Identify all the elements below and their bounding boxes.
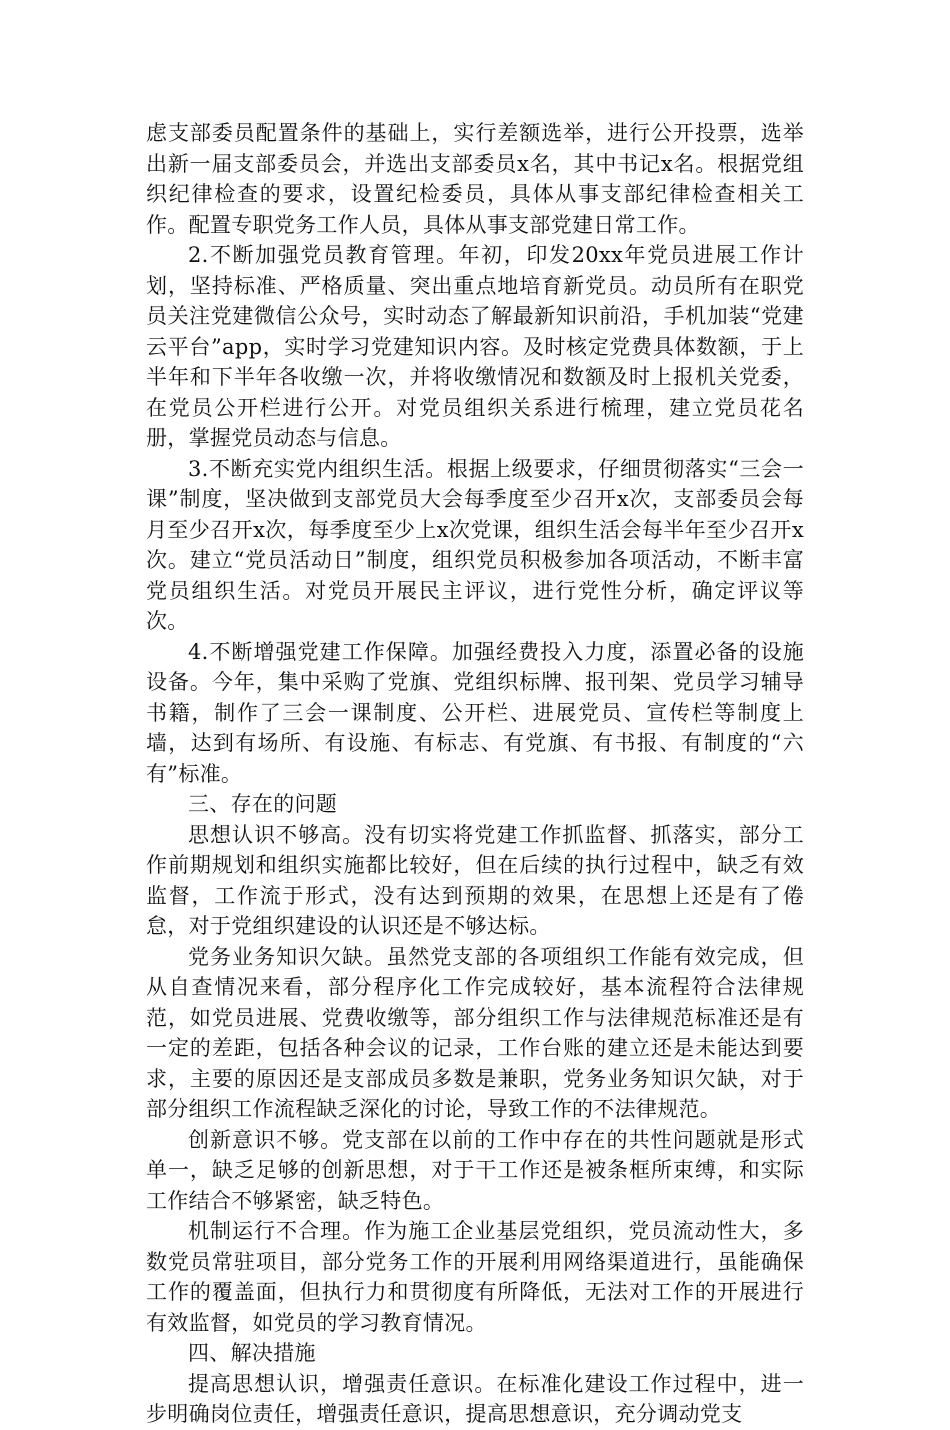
paragraph-improve-awareness: 提高思想认识，增强责任意识。在标准化建设工作过程中，进一步明确岗位责任，增强责任意识，提高思想意识，充分调动党支 <box>146 1371 804 1426</box>
document-page <box>146 118 804 1430</box>
paragraph-work-guarantee: 4.不断增强党建工作保障。加强经费投入力度，添置必备的设施设备。今年，集中采购了党旗、党组织标牌、报刊架、党员学习辅导书籍，制作了三会一课制度、公开栏、进展党员、宣传栏等制度上墙，达到有场所、有设施、有标志、有党旗、有书报、有制度的“六有”标准。 <box>146 639 804 786</box>
section-heading-problems: 三、存在的问题 <box>188 792 338 816</box>
paragraph-organization-life: 3.不断充实党内组织生活。根据上级要求，仔细贯彻落实“三会一课”制度，坚决做到支部党员大会每季度至少召开x次，支部委员会每月至少召开x次，每季度至少上x次党课，组织生活会每半年至少召开x次。建立“党员活动日”制度，组织党员积极参加各项活动，不断丰富党员组织生活。对党员开展民主评议，进行党性分析，确定评议等次。 <box>146 456 804 633</box>
paragraph-member-education: 2.不断加强党员教育管理。年初，印发20xx年党员进展工作计划，坚持标准、严格质量、突出重点地培育新党员。动员所有在职党员关注党建微信公众号，实时动态了解最新知识前沿，手机加装“党建云平台”app，实时学习党建知识内容。及时核定党费具体数额，于上半年和下半年各收缴一次，并将收缴情况和数额及时上报机关党委，在党员公开栏进行公开。对党员组织关系进行梳理，建立党员花名册，掌握党员动态与信息。 <box>146 243 804 450</box>
paragraph-mechanism-operation: 机制运行不合理。作为施工企业基层党组织，党员流动性大，多数党员常驻项目，部分党务工作的开展利用网络渠道进行，虽能确保工作的覆盖面，但执行力和贯彻度有所降低，无法对工作的开展进行有效监督，如党员的学习教育情况。 <box>146 1219 804 1335</box>
paragraph-branch-committee-election: 虑支部委员配置条件的基础上，实行差额选举，进行公开投票，选举出新一届支部委员会，并选出支部委员x名，其中书记x名。根据党组织纪律检查的要求，设置纪检委员，具体从事支部纪律检查相关工作。配置专职党务工作人员，具体从事支部党建日常工作。 <box>146 121 804 237</box>
paragraph-business-knowledge: 党务业务知识欠缺。虽然党支部的各项组织工作能有效完成，但从自查情况来看，部分程序化工作完成较好，基本流程符合法律规范，如党员进展、党费收缴等，部分组织工作与法律规范标准还是有一定的差距，包括各种会议的记录，工作台账的建立还是未能达到要求，主要的原因还是支部成员多数是兼职，党务业务知识欠缺，对于部分组织工作流程缺乏深化的讨论，导致工作的不法律规范。 <box>146 944 804 1121</box>
paragraph-innovation-awareness: 创新意识不够。党支部在以前的工作中存在的共性问题就是形式单一，缺乏足够的创新思想，对于干工作还是被条框所束缚，和实际工作结合不够紧密，缺乏特色。 <box>146 1127 804 1213</box>
section-heading-solutions: 四、解决措施 <box>188 1341 316 1365</box>
paragraph-ideological-awareness: 思想认识不够高。没有切实将党建工作抓监督、抓落实，部分工作前期规划和组织实施都比较好，但在后续的执行过程中，缺乏有效监督，工作流于形式，没有达到预期的效果，在思想上还是有了倦怠，对于党组织建设的认识还是不够达标。 <box>146 822 804 938</box>
